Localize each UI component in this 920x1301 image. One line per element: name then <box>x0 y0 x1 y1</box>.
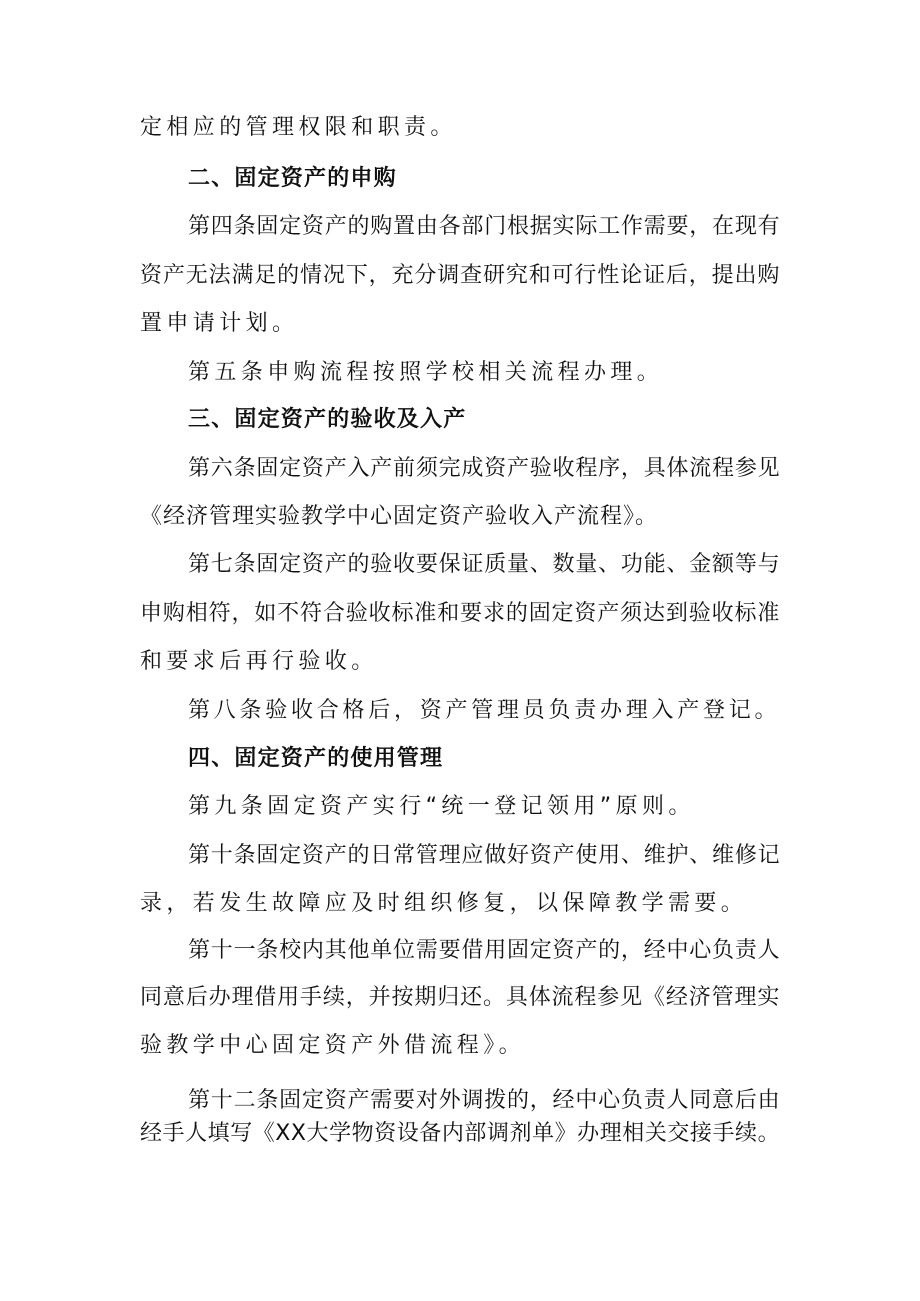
text-line: 录，若发生故障应及时组织修复，以保障教学需要。 <box>140 891 748 916</box>
text-line: 经手人填写《XX大学物资设备内部调剂单》办理相关交接手续。 <box>140 1121 781 1146</box>
text-line: 第八条验收合格后，资产管理员负责办理入产登记。 <box>188 698 781 723</box>
text-line: 置申请计划。 <box>140 311 299 336</box>
section-heading: 二、固定资产的申购 <box>188 166 397 191</box>
text-line: 第四条固定资产的购置由各部门根据实际工作需要，在现有 <box>188 214 781 239</box>
text-line: 申购相符，如不符合验收标准和要求的固定资产须达到验收标准 <box>140 601 781 626</box>
text-line: 第十二条固定资产需要对外调拨的，经中心负责人同意后由 <box>188 1088 781 1113</box>
section-heading: 四、固定资产的使用管理 <box>188 746 444 771</box>
text-line: 第六条固定资产入产前须完成资产验收程序，具体流程参见 <box>188 456 781 481</box>
text-line: 验教学中心固定资产外借流程》。 <box>140 1033 526 1058</box>
text-line: 同意后办理借用手续，并按期归还。具体流程参见《经济管理实 <box>140 985 781 1010</box>
text-line: 第九条固定资产实行“统一登记领用”原则。 <box>188 794 695 819</box>
text-line: 第五条申购流程按照学校相关流程办理。 <box>188 360 664 385</box>
text-line: 资产无法满足的情况下，充分调查研究和可行性论证后，提出购 <box>140 263 781 288</box>
text-line: 第七条固定资产的验收要保证质量、数量、功能、金额等与 <box>188 552 781 577</box>
text-line: 定相应的管理权限和职责。 <box>140 115 457 140</box>
section-heading: 三、固定资产的验收及入产 <box>188 407 467 432</box>
text-line: 《经济管理实验教学中心固定资产验收入产流程》。 <box>140 504 659 529</box>
text-line: 和要求后再行验收。 <box>140 649 378 674</box>
text-line: 第十一条校内其他单位需要借用固定资产的，经中心负责人 <box>188 938 781 963</box>
text-line: 第十条固定资产的日常管理应做好资产使用、维护、维修记 <box>188 843 781 868</box>
